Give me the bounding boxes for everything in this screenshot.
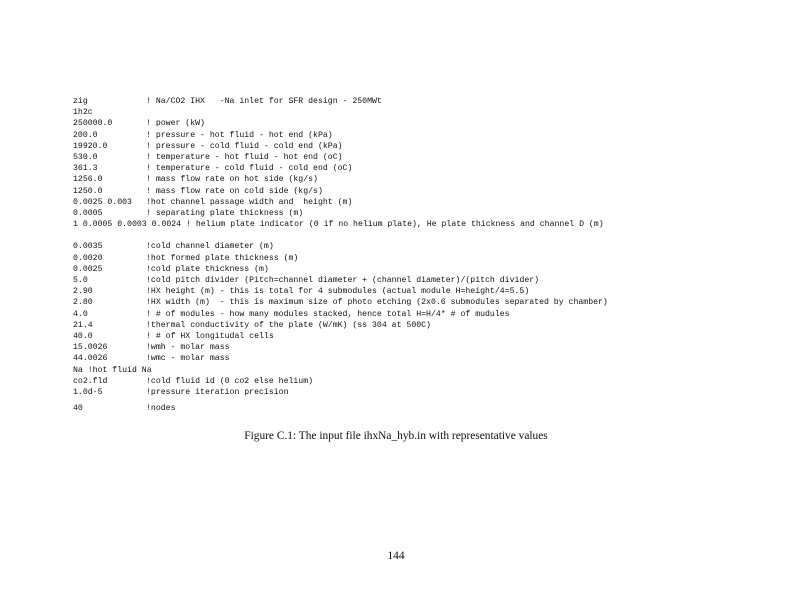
parameter-value: 200.0 [73,130,98,140]
input-file-listing [73,96,733,414]
page-number: 144 [387,550,405,562]
code-line [73,152,733,163]
parameter-comment: ! power (kW) [146,119,205,129]
parameter-comment: ! mass flow rate on hot side (kg/s) [146,175,318,185]
parameter-comment: !wmh - molar mass [146,343,230,353]
code-line [73,253,733,264]
figure-caption: Figure C.1: The input file ihxNa_hyb.in with representative values [244,430,548,442]
parameter-value: 0.0025 0.003 [73,197,132,207]
parameter-comment: !hot formed plate thickness (m) [146,253,299,263]
parameter-value: 1250.0 [73,186,103,196]
parameter-value: 361.3 [73,164,98,174]
parameter-comment: !thermal conductivity of the plate (W/mK) (ss 304 at 500C) [146,320,431,330]
parameter-value: zig [73,97,88,106]
parameter-value: 0.0020 [73,253,103,263]
code-line [73,342,733,353]
code-line [73,118,733,129]
parameter-value: 250000.0 [73,119,113,129]
code-line [73,107,733,118]
parameter-value: 5.0 [73,276,88,286]
code-line [73,264,733,275]
code-line [73,208,733,219]
code-line [73,275,733,286]
parameter-value: 530.0 [73,152,98,162]
code-line [73,309,733,320]
code-line [73,365,733,376]
code-line [73,331,733,342]
parameter-comment: !hot channel passage width and height (m) [146,197,353,207]
parameter-value: 0.0035 [73,242,103,252]
parameter-value: 2.90 [73,287,93,297]
parameter-comment: ! pressure - cold fluid - cold end (kPa) [146,141,343,151]
code-line [73,353,733,364]
parameter-comment [146,365,733,376]
parameter-comment: !wmc - molar mass [146,354,230,364]
parameter-value: 1256.0 [73,175,103,185]
parameter-comment: ! Na/CO2 IHX -Na inlet for SFR design - 250MWt [146,97,382,106]
code-line [73,376,733,387]
parameter-value: 40 [73,404,83,414]
parameter-comment: ! temperature - hot fluid - hot end (oC) [146,152,343,162]
parameter-comment: !nodes [146,404,176,414]
parameter-value: 15.0026 [73,343,108,353]
parameter-value: co2.fld [73,376,108,386]
parameter-comment: ! mass flow rate on cold side (kg/s) [146,186,323,196]
parameter-value: 21.4 [73,320,93,330]
parameter-value: 0.0005 [73,208,103,218]
parameter-comment: ! separating plate thickness (m) [146,208,304,218]
parameter-comment: ! # of HX longitudal cells [146,331,274,341]
code-line [73,174,733,185]
parameter-comment: !cold plate thickness (m) [146,264,269,274]
parameter-comment: ! pressure - hot fluid - hot end (kPa) [146,130,333,140]
parameter-comment: !cold pitch divider (Pitch=channel diameter + (channel diameter)/(pitch divider) [146,276,540,286]
parameter-value: 19920.0 [73,141,108,151]
code-line [73,197,733,208]
code-line: 1 0.0005 0.0003 0.0024 ! helium plate indicator (0 if no helium plate), He plate thickness and channel D (m) [73,220,604,230]
parameter-comment: !HX width (m) - this is maximum size of photo etching (2x0.6 submodules separated by chamber) [146,298,608,308]
code-line [73,96,733,107]
parameter-comment: !cold fluid id (0 co2 else helium) [146,376,314,386]
parameter-comment: !HX height (m) - this is total for 4 submodules (actual module H=height/4=5.5) [146,287,530,297]
parameter-comment: !cold channel diameter (m) [146,242,274,252]
parameter-value: 1.0d-5 [73,387,103,397]
code-line [73,186,733,197]
parameter-value: 44.0026 [73,354,108,364]
parameter-value: 1h2c [73,108,93,118]
code-line [73,163,733,174]
parameter-value: 4.0 [73,309,88,319]
code-line [73,141,733,152]
code-line [73,241,733,252]
parameter-comment: ! temperature - cold fluid - cold end (oC) [146,164,353,174]
code-line [73,130,733,141]
code-line [73,286,733,297]
parameter-comment [146,107,733,118]
parameter-comment: !pressure iteration precision [146,387,289,397]
code-line [73,320,733,331]
parameter-value: 40.0 [73,331,93,341]
parameter-value: 2.80 [73,298,93,308]
parameter-value: Na !hot fluid Na [73,365,152,375]
code-line [73,297,733,308]
parameter-value: 0.0025 [73,264,103,274]
code-line [73,387,733,398]
code-line [73,403,733,414]
parameter-comment: ! # of modules - how many modules stacked, hence total H=H/4* # of mudules [146,309,510,319]
